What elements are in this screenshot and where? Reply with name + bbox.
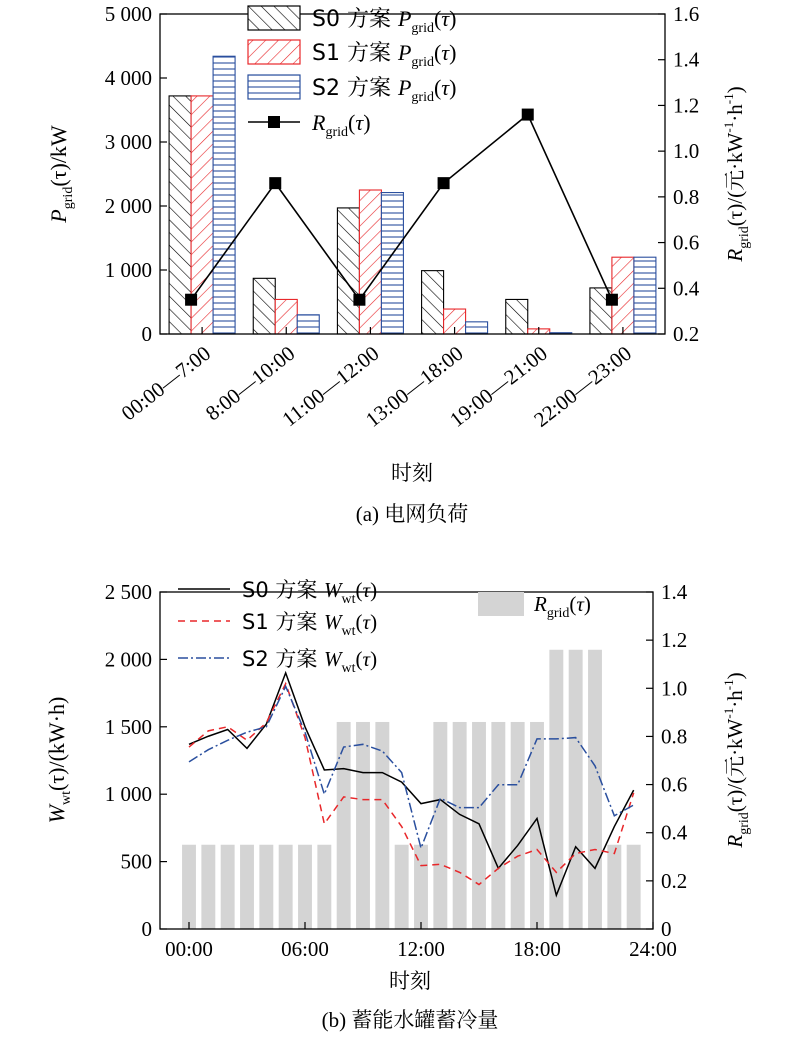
panel-b-y-left-label: $W_{wt}(\tau)/(kW\cdot h)$ — [44, 696, 74, 824]
x-tick-label: 12:00 — [397, 937, 445, 961]
price-bar-2 — [221, 845, 235, 929]
y-left-tick-label: 4 000 — [104, 66, 152, 90]
x-tick-label: 22:00—23:00 — [529, 341, 636, 432]
y-left-tick-label: 2 000 — [104, 647, 152, 672]
price-bar-11 — [395, 845, 409, 929]
legend-label-s0-b: S0 方案 $W_{wt}(\tau)$ — [242, 578, 378, 607]
y-right-tick-label: 0.8 — [673, 184, 700, 209]
price-bar-8 — [337, 722, 351, 929]
series-line-s2 — [189, 686, 634, 848]
y-left-tick-label: 500 — [120, 849, 152, 874]
price-bar-20 — [569, 650, 583, 929]
y-right-tick-label: 0.4 — [673, 276, 700, 301]
y-right-tick-label: 1.6 — [673, 2, 700, 26]
legend-label-s1: S1 方案 $P_{grid}(\tau)$ — [312, 40, 457, 70]
price-bar-3 — [240, 845, 254, 929]
y-right-tick-label: 1.2 — [673, 93, 700, 118]
price-bar-13 — [433, 722, 447, 929]
rgrid-marker-5 — [606, 294, 618, 306]
y-left-tick-label: 2 500 — [104, 580, 152, 604]
legend-label-rgrid-b: $R_{grid}(\tau)$ — [534, 592, 591, 621]
legend-swatch-s1 — [248, 40, 300, 64]
y-left-tick-label: 1 500 — [104, 714, 152, 739]
price-bar-10 — [375, 722, 389, 929]
y-right-tick-label: 0.4 — [661, 820, 688, 845]
y-right-tick-label: 0.8 — [661, 724, 688, 749]
y-left-tick-label: 1 000 — [104, 258, 152, 282]
price-bar-0 — [182, 845, 196, 929]
panel-b-storage-chart — [44, 578, 752, 1032]
bar-s1-2 — [359, 190, 381, 334]
panel-a-x-label: 时刻 — [391, 461, 433, 485]
price-bar-23 — [627, 845, 641, 929]
x-tick-label: 13:00—18:00 — [360, 341, 468, 432]
rgrid-marker-4 — [522, 109, 534, 121]
panel-a-y-left-label: $P_{grid}(\tau)/kW$ — [46, 125, 76, 223]
y-right-tick-label: 0.2 — [673, 322, 700, 346]
series-line-s0 — [189, 673, 634, 895]
legend-label-s2-b: S2 方案 $W_{wt}(\tau)$ — [242, 647, 378, 676]
x-tick-label: 06:00 — [281, 937, 329, 961]
panel-b-caption: (b) 蓄能水罐蓄冷量 — [321, 1008, 499, 1032]
legend-swatch-s2 — [248, 75, 300, 99]
x-tick-label: 00:00 — [165, 937, 213, 961]
legend-label-s2: S2 方案 $P_{grid}(\tau)$ — [312, 75, 457, 105]
x-tick-label: 00:00—7:00 — [116, 341, 216, 426]
x-tick-label: 18:00 — [513, 937, 561, 961]
price-bar-19 — [549, 650, 563, 929]
y-right-tick-label: 0.6 — [673, 230, 700, 255]
bar-s0-4 — [506, 299, 528, 334]
legend-marker-rgrid — [268, 116, 280, 128]
y-right-tick-label: 1.4 — [661, 580, 688, 604]
price-bar-7 — [317, 845, 331, 929]
series-line-s1 — [189, 684, 634, 885]
panel-a-caption: (a) 电网负荷 — [355, 502, 469, 526]
y-left-tick-label: 1 000 — [104, 782, 152, 807]
price-bar-5 — [279, 845, 293, 929]
y-right-tick-label: 1.0 — [661, 676, 688, 701]
bar-s0-2 — [337, 208, 359, 334]
legend-label-rgrid: $R_{grid}(\tau)$ — [312, 110, 371, 140]
y-right-tick-label: 0.6 — [661, 772, 688, 797]
x-tick-label: 8:00—10:00 — [200, 341, 300, 426]
y-right-tick-label: 1.4 — [673, 47, 700, 72]
rgrid-marker-3 — [438, 177, 450, 189]
price-bar-6 — [298, 845, 312, 929]
y-left-tick-label: 3 000 — [104, 130, 152, 154]
bar-s2-5 — [634, 257, 656, 334]
panel-b-y-right-label: $R_{grid}(\tau)/$(元$\cdot kW^{-1}\cdot h^{-1}$) — [721, 672, 752, 848]
legend-swatch-s0 — [248, 6, 300, 30]
price-bar-14 — [453, 722, 467, 929]
rgrid-marker-2 — [353, 294, 365, 306]
x-tick-label: 11:00—12:00 — [277, 341, 384, 432]
legend-swatch-rgrid-b — [478, 592, 524, 616]
bar-s0-1 — [253, 278, 275, 334]
bar-s2-0 — [213, 56, 235, 334]
price-bar-9 — [356, 722, 370, 929]
rgrid-marker-1 — [269, 177, 281, 189]
panel-b-x-label: 时刻 — [389, 969, 431, 993]
price-bar-17 — [511, 722, 525, 929]
bar-s0-3 — [422, 271, 444, 334]
y-right-tick-label: 1.0 — [673, 139, 700, 164]
panel-b-legend — [178, 578, 591, 676]
y-right-tick-label: 1.2 — [661, 628, 688, 653]
y-left-tick-label: 0 — [141, 322, 152, 346]
y-left-tick-label: 5 000 — [104, 2, 152, 26]
price-bar-16 — [491, 722, 505, 929]
legend-label-s1-b: S1 方案 $W_{wt}(\tau)$ — [242, 610, 378, 639]
price-bar-4 — [259, 845, 273, 929]
y-left-tick-label: 0 — [141, 917, 152, 941]
panel-a-grid-load-chart — [46, 2, 752, 526]
y-left-tick-label: 2 000 — [104, 194, 152, 218]
y-right-tick-label: 0 — [661, 917, 672, 941]
x-tick-label: 19:00—21:00 — [445, 341, 552, 432]
price-bar-21 — [588, 650, 602, 929]
panel-a-legend — [248, 6, 457, 140]
price-bar-1 — [201, 845, 215, 929]
panel-b-lines — [189, 673, 634, 895]
y-right-tick-label: 0.2 — [661, 868, 688, 893]
bar-s2-1 — [297, 315, 319, 334]
panel-a-y-right-label: $R_{grid}(\tau)/$(元$\cdot kW^{-1}\cdot h^{-1}$) — [721, 86, 752, 262]
rgrid-marker-0 — [185, 294, 197, 306]
panel-b-price-bars — [182, 650, 641, 929]
legend-label-s0: S0 方案 $P_{grid}(\tau)$ — [312, 6, 457, 36]
bar-s2-2 — [381, 193, 403, 334]
x-tick-label: 24:00 — [629, 937, 677, 961]
bar-s2-3 — [466, 322, 488, 334]
price-bar-22 — [607, 845, 621, 929]
